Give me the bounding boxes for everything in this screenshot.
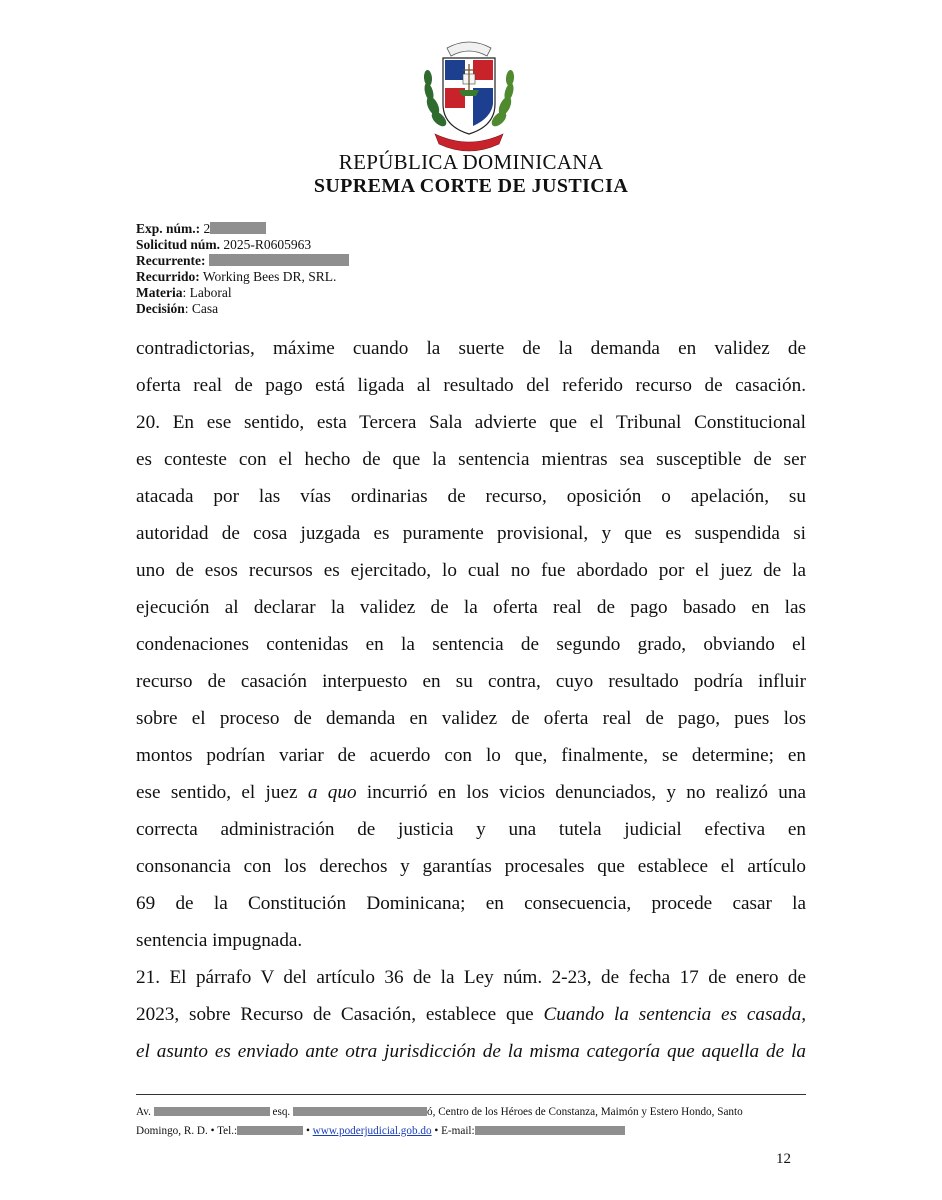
paragraph-20-line: es conteste con el hecho de que la sentencia mientras sea susceptible de ser <box>136 449 806 470</box>
footer-address-rest: ó, Centro de los Héroes de Constanza, Maimón y Estero Hondo, Santo <box>427 1106 743 1118</box>
redaction-bar <box>210 222 266 234</box>
paragraph-20-line: recurso de casación interpuesto en su contra, cuyo resultado podría influir <box>136 671 806 692</box>
footer-esq: esq. <box>272 1106 291 1118</box>
paragraph-20-line: ejecución al declarar la validez de la oferta real de pago basado en las <box>136 597 806 618</box>
country-title: REPÚBLICA DOMINICANA <box>338 150 604 174</box>
footer-email-label: • E-mail: <box>434 1125 475 1137</box>
text-run: 2023, sobre Recurso de Casación, establece que <box>136 1004 544 1025</box>
footer-bullet: • <box>305 1125 310 1137</box>
paragraph-20-line: uno de esos recursos es ejercitado, lo cual no fue abordado por el juez de la <box>136 560 806 581</box>
redaction-bar <box>237 1126 303 1135</box>
paragraph-20-line: atacada por las vías ordinarias de recurso, oposición o apelación, su <box>136 486 806 507</box>
redaction-bar <box>154 1107 270 1116</box>
exp-row <box>136 221 349 237</box>
page-number: 12 <box>776 1151 791 1167</box>
italic-text: a quo <box>307 782 357 803</box>
paragraph-21-line: 21. El párrafo V del artículo 36 de la Ley núm. 2-23, de fecha 17 de enero de <box>136 967 806 988</box>
paragraph-20-line: sentencia impugnada. <box>136 930 303 951</box>
footer <box>136 1103 806 1141</box>
recurrente-row <box>136 253 349 269</box>
paragraph-20-line: consonancia con los derechos y garantías procesales que establece el artículo <box>136 856 806 877</box>
paragraph-21-line <box>136 1033 806 1070</box>
footer-contact-line <box>136 1122 806 1141</box>
recurrido-label: Recurrido: <box>136 269 200 284</box>
coat-of-arms-icon <box>413 34 525 154</box>
text-run: ese sentido, el juez <box>136 782 308 803</box>
solicitud-label: Solicitud núm. <box>136 237 221 252</box>
decision-row <box>136 301 349 317</box>
solicitud-row <box>136 237 349 253</box>
paragraph-21-line <box>136 996 806 1033</box>
paragraph-20-line: correcta administración de justicia y una tutela judicial efectiva en <box>136 819 806 840</box>
paragraph-20-line: condenaciones contenidas en la sentencia de segundo grado, obviando el <box>136 634 806 655</box>
decision-label: Decisión <box>136 301 185 316</box>
paragraph-20-line: 69 de la Constitución Dominicana; en consecuencia, procede casar la <box>136 893 806 914</box>
materia-value: : Laboral <box>182 285 232 300</box>
exp-label: Exp. núm.: <box>136 221 201 236</box>
paragraph-20-line: montos podrían variar de acuerdo con lo que, finalmente, se determine; en <box>136 745 806 766</box>
materia-label: Materia <box>136 285 183 300</box>
recurrido-value: Working Bees DR, SRL. <box>202 269 337 284</box>
footer-tel-label: Tel.: <box>217 1125 238 1137</box>
footer-divider <box>136 1094 806 1095</box>
website-link[interactable]: www.poderjudicial.gob.do <box>312 1125 432 1137</box>
materia-row <box>136 285 349 301</box>
paragraph-20-line: sobre el proceso de demanda en validez de oferta real de pago, pues los <box>136 708 806 729</box>
italic-text: el asunto es enviado ante otra jurisdicción de la misma categoría que aquella de la <box>136 1041 806 1062</box>
text-line: contradictorias, máxime cuando la suerte de la demanda en validez de <box>136 338 806 359</box>
footer-av: Av. <box>136 1106 151 1118</box>
italic-text: Cuando la sentencia es casada, <box>543 1004 806 1025</box>
redaction-bar <box>293 1107 427 1116</box>
paragraph-20-line: 20. En ese sentido, esta Tercera Sala advierte que el Tribunal Constitucional <box>136 412 806 433</box>
court-title: SUPREMA CORTE DE JUSTICIA <box>313 175 629 197</box>
decision-value: : Casa <box>184 301 219 316</box>
case-info <box>136 221 349 317</box>
text-line: oferta real de pago está ligada al resultado del referido recurso de casación. <box>136 375 806 396</box>
footer-address-line <box>136 1103 806 1122</box>
paragraph-20-line: autoridad de cosa juzgada es puramente provisional, y que es suspendida si <box>136 523 806 544</box>
solicitud-value: 2025-R0605963 <box>223 237 312 252</box>
recurrido-row <box>136 269 349 285</box>
redaction-bar <box>209 254 349 266</box>
text-run: incurrió en los vicios denunciados, y no realizó una <box>356 782 807 803</box>
footer-city: Domingo, R. D. • <box>136 1125 215 1137</box>
redaction-bar <box>475 1126 625 1135</box>
paragraph-20-line <box>136 774 806 811</box>
body-text <box>136 330 806 1070</box>
recurrente-label: Recurrente: <box>136 253 206 268</box>
exp-value: 2 <box>203 221 211 236</box>
